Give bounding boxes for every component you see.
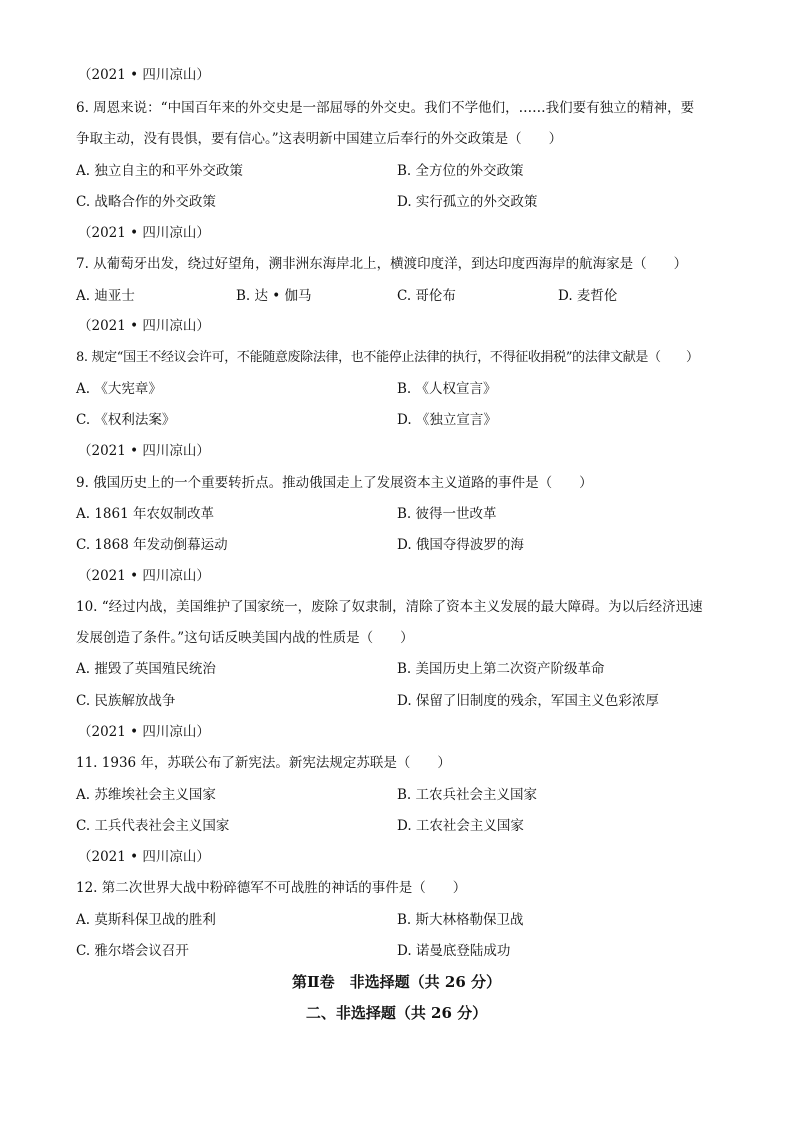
option-a: A. 1861 年农奴制改革 bbox=[76, 506, 214, 522]
question-stem: 7. 从葡萄牙出发，绕过好望角，溯非洲东海岸北上，横渡印度洋，到达印度西海岸的航海家是（ ） bbox=[76, 256, 688, 272]
question-stem: 11. 1936 年，苏联公布了新宪法。新宪法规定苏联是（ ） bbox=[76, 755, 451, 771]
option-d: D. 俄国夺得波罗的海 bbox=[397, 537, 524, 553]
option-d: D. 《独立宣言》 bbox=[397, 412, 497, 428]
option-c: C. 《权利法案》 bbox=[76, 412, 176, 428]
section-title: 第Ⅱ卷 非选择题（共 26 分） bbox=[292, 973, 501, 991]
option-d: D. 保留了旧制度的残余，军国主义色彩浓厚 bbox=[397, 693, 659, 709]
option-a: A. 《大宪章》 bbox=[76, 381, 162, 397]
part-title: 二、非选择题（共 26 分） bbox=[305, 1004, 488, 1022]
option-a: A. 摧毁了英国殖民统治 bbox=[76, 661, 216, 677]
option-d: D. 麦哲伦 bbox=[558, 288, 618, 304]
option-d: D. 工农社会主义国家 bbox=[397, 818, 524, 834]
option-c: C. 工兵代表社会主义国家 bbox=[76, 818, 230, 834]
question-stem: 10. “经过内战，美国维护了国家统一，废除了奴隶制，清除了资本主义发展的最大障碍。为以后经济迅速 bbox=[76, 599, 703, 615]
question-stem: 8. 规定“国王不经议会许可，不能随意废除法律，也不能停止法律的执行，不得征收捐税”的法律文献是（ ） bbox=[76, 350, 699, 365]
option-b: B. 《人权宣言》 bbox=[397, 381, 497, 397]
source-tag: （2021 • 四川凉山） bbox=[78, 568, 210, 584]
question-stem-continued: 争取主动，没有畏惧，要有信心。”这表明新中国建立后奉行的外交政策是（ ） bbox=[76, 131, 563, 147]
source-tag: （2021 • 四川凉山） bbox=[78, 318, 210, 334]
option-b: B. 美国历史上第二次资产阶级革命 bbox=[397, 661, 605, 677]
source-tag: （2021 • 四川凉山） bbox=[78, 849, 210, 865]
question-stem: 9. 俄国历史上的一个重要转折点。推动俄国走上了发展资本主义道路的事件是（ ） bbox=[76, 475, 593, 491]
option-b: B. 全方位的外交政策 bbox=[397, 163, 524, 179]
option-d: D. 诺曼底登陆成功 bbox=[397, 943, 511, 959]
option-a: A. 莫斯科保卫战的胜利 bbox=[76, 912, 216, 928]
option-b: B. 彼得一世改革 bbox=[397, 506, 497, 522]
source-tag: （2021 • 四川凉山） bbox=[78, 67, 210, 83]
question-stem: 12. 第二次世界大战中粉碎德军不可战胜的神话的事件是（ ） bbox=[76, 880, 467, 896]
source-tag: （2021 • 四川凉山） bbox=[78, 443, 210, 459]
option-a: A. 苏维埃社会主义国家 bbox=[76, 787, 216, 803]
option-b: B. 达 • 伽马 bbox=[236, 288, 312, 304]
option-b: B. 工农兵社会主义国家 bbox=[397, 787, 538, 803]
option-c: C. 民族解放战争 bbox=[76, 693, 176, 709]
option-c: C. 雅尔塔会议召开 bbox=[76, 943, 189, 959]
source-tag: （2021 • 四川凉山） bbox=[78, 724, 210, 740]
option-c: C. 哥伦布 bbox=[397, 288, 456, 304]
option-a: A. 迪亚士 bbox=[76, 288, 135, 304]
option-a: A. 独立自主的和平外交政策 bbox=[76, 163, 243, 179]
question-stem-continued: 发展创造了条件。”这句话反映美国内战的性质是（ ） bbox=[76, 630, 414, 646]
option-d: D. 实行孤立的外交政策 bbox=[397, 194, 538, 210]
source-tag: （2021 • 四川凉山） bbox=[78, 225, 210, 241]
option-b: B. 斯大林格勒保卫战 bbox=[397, 912, 524, 928]
question-stem: 6. 周恩来说：“中国百年来的外交史是一部屈辱的外交史。我们不学他们，……我们要有独立的精神，要 bbox=[76, 100, 695, 116]
option-c: C. 1868 年发动倒幕运动 bbox=[76, 537, 228, 553]
option-c: C. 战略合作的外交政策 bbox=[76, 194, 216, 210]
